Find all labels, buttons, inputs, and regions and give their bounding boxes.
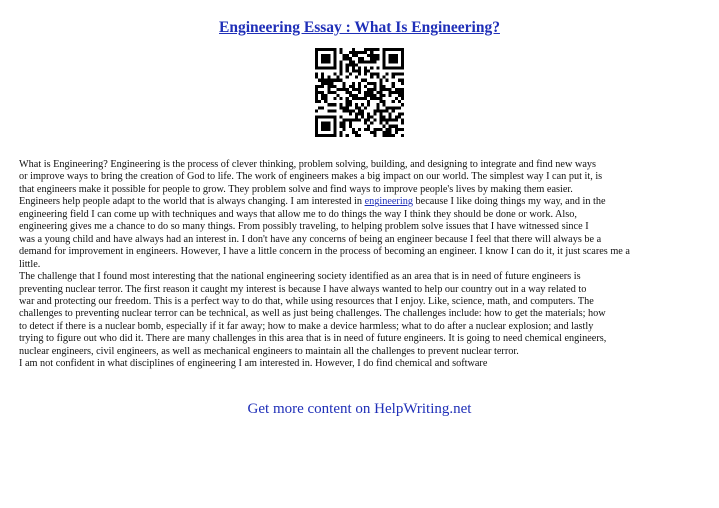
essay-line: demand for improvement in engineers. However, I have a little concern in the process of becoming an engineer. I know I can do it, it just scares me a — [19, 246, 630, 258]
essay-line: nuclear engineers, civil engineers, as well as mechanical engineers to maintain all the challenges to prevent nuclear terror. — [19, 345, 519, 357]
essay-line: that engineers make it possible for people to grow. They problem solve and find ways to improve people's lives by making them easier. — [19, 183, 573, 195]
essay-line: war and protecting our freedom. This is a perfect way to do that, while using resources that I enjoy. Like, science, math, and computers. The — [19, 295, 594, 307]
essay-line: I am not confident in what disciplines of engineering I am interested in. However, I do find chemical and software — [19, 358, 488, 370]
essay-line: challenges to preventing nuclear terror can be technical, as well as just being challenges. The challenges include: how to get the materials; how — [19, 308, 606, 320]
essay-line: trying to figure out who did it. There are many challenges in this area that is in need of future engineers. It is going to need chemical engineers, — [19, 333, 607, 345]
footer-container — [0, 400, 719, 418]
essay-text-before-link: Engineers help people adapt to the world that is always changing. I am interested in — [19, 196, 365, 208]
essay-line: engineering field I can come up with techniques and ways that allow me to do things the way I think they should be done or work. Also, — [19, 208, 577, 220]
page-title-link[interactable]: Engineering Essay : What Is Engineering? — [219, 19, 500, 36]
essay-line: preventing nuclear terror. The first reason it caught my interest is because I have always wanted to help our country out in a way related to — [19, 283, 587, 295]
essay-line: What is Engineering? Engineering is the process of clever thinking, problem solving, building, and designing to integrate and find new ways — [19, 159, 596, 170]
engineering-link[interactable]: engineering — [364, 196, 413, 208]
essay-text-after-link: because I like doing things my way, and in the — [412, 196, 606, 208]
qr-code-icon — [315, 48, 404, 137]
essay-body — [19, 159, 709, 371]
helpwriting-link[interactable]: Get more content on HelpWriting.net — [247, 401, 472, 417]
essay-line: little. — [19, 258, 41, 270]
essay-line: The challenge that I found most interesting that the national engineering society identified as an area that is in need of future engineers is — [19, 271, 581, 283]
essay-line: engineering gives me a chance to do so many things. From possibly traveling, to helping problem solve issues that I have witnessed since I — [19, 221, 589, 233]
title-container — [0, 19, 719, 37]
essay-line-with-link — [19, 196, 709, 208]
essay-line: or improve ways to bring the creation of God to life. The work of engineers makes a big impact on our world. The simplest way I can put it, is — [19, 171, 603, 183]
essay-line: was a young child and have always had an interest in. I don't have any concerns of being an engineer because I feel that there will always be a — [19, 233, 602, 245]
essay-line: to detect if there is a nuclear bomb, especially if it far away; how to make a device harmless; what to do after a nuclear explosion; and lastly — [19, 320, 594, 332]
